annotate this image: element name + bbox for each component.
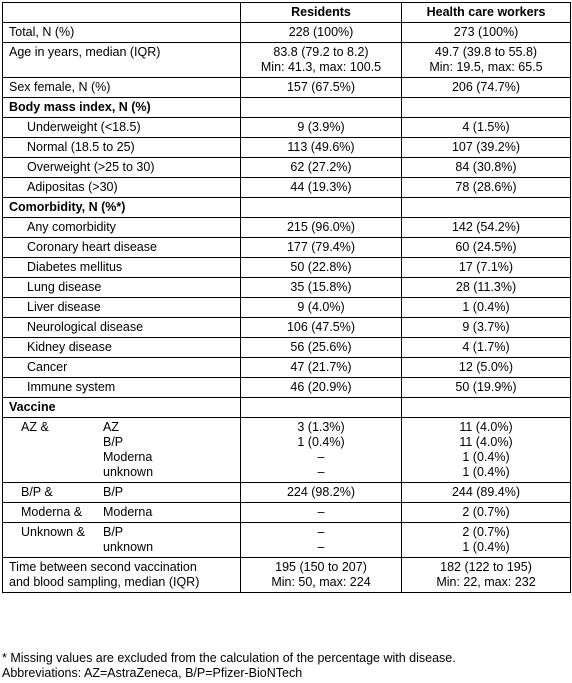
section-empty-cell — [402, 98, 571, 118]
row-label-line: and blood sampling, median (IQR) — [9, 575, 200, 589]
second-vaccine: AZ — [103, 420, 119, 434]
hcw-value — [402, 218, 571, 238]
residents-value — [241, 118, 402, 138]
hcw-value — [402, 298, 571, 318]
residents-value — [241, 178, 402, 198]
second-vaccine-list — [103, 525, 234, 555]
residents-value-line: 44 (19.3%) — [290, 180, 352, 194]
residents-value-line: 106 (47.5%) — [286, 320, 356, 334]
residents-value-line: 46 (20.9%) — [290, 380, 352, 394]
footnote-missing-values: * Missing values are excluded from the calculation of the percentage with disease. — [2, 651, 456, 665]
hcw-value — [402, 23, 571, 43]
row-label: Kidney disease — [3, 338, 241, 358]
table-row — [3, 118, 571, 138]
hcw-value-line: 2 (0.7%) — [462, 525, 510, 539]
second-vaccine: B/P — [103, 435, 124, 449]
row-label: Normal (18.5 to 25) — [3, 138, 241, 158]
residents-value — [241, 258, 402, 278]
row-label: Lung disease — [3, 278, 241, 298]
hcw-value — [402, 503, 571, 523]
hcw-value-line: 9 (3.7%) — [462, 320, 510, 334]
residents-value — [241, 483, 402, 503]
residents-value — [241, 298, 402, 318]
table-row — [3, 158, 571, 178]
residents-value-line: 56 (25.6%) — [290, 340, 352, 354]
residents-value-line: 195 (150 to 207) — [275, 560, 367, 574]
vaccine-row — [3, 503, 571, 523]
hcw-value-line: 2 (0.7%) — [462, 505, 510, 519]
residents-value — [241, 358, 402, 378]
residents-value-line: 1 (0.4%) — [297, 435, 345, 449]
hcw-value — [402, 138, 571, 158]
row-label — [3, 558, 241, 593]
residents-value-line: 157 (67.5%) — [286, 80, 356, 94]
residents-value — [241, 23, 402, 43]
residents-value-line: 50 (22.8%) — [290, 260, 352, 274]
residents-value — [241, 418, 402, 483]
residents-value — [241, 318, 402, 338]
residents-value — [241, 378, 402, 398]
table-row — [3, 378, 571, 398]
table-header-row — [3, 3, 571, 23]
vaccine-combination — [3, 523, 241, 558]
section-vaccine-row — [3, 398, 571, 418]
hcw-value-line: 49.7 (39.8 to 55.8) — [434, 45, 538, 59]
residents-value-line: Min: 41.3, max: 100.5 — [260, 60, 382, 74]
second-vaccine-list — [103, 420, 234, 480]
hcw-value — [402, 338, 571, 358]
section-bmi: Body mass index, N (%) — [3, 98, 241, 118]
row-label: Immune system — [3, 378, 241, 398]
hcw-value-line: 107 (39.2%) — [451, 140, 521, 154]
hcw-value-line: 4 (1.5%) — [462, 120, 510, 134]
residents-value — [241, 503, 402, 523]
residents-value-line: 215 (96.0%) — [286, 220, 356, 234]
hcw-value-line: 1 (0.4%) — [462, 465, 510, 479]
hcw-value-line: 28 (11.3%) — [455, 280, 517, 294]
hcw-value — [402, 418, 571, 483]
hcw-value-line: 182 (122 to 195) — [440, 560, 532, 574]
row-label-line: Time between second vaccination — [9, 560, 197, 574]
residents-value-line: 224 (98.2%) — [286, 485, 356, 499]
section-vaccine: Vaccine — [3, 398, 241, 418]
second-vaccine: Moderna — [103, 505, 153, 519]
residents-value-line: 177 (79.4%) — [286, 240, 356, 254]
vaccine-row — [3, 523, 571, 558]
second-vaccine: B/P — [103, 525, 124, 539]
residents-value-line: 9 (4.0%) — [297, 300, 345, 314]
residents-value — [241, 523, 402, 558]
first-vaccine: Unknown & — [21, 525, 85, 539]
hcw-value — [402, 558, 571, 593]
section-comorbidity-row — [3, 198, 571, 218]
hcw-value — [402, 483, 571, 503]
residents-value-line: – — [317, 525, 325, 539]
hcw-value-line: 1 (0.4%) — [462, 450, 510, 464]
vaccine-combination-grid — [21, 420, 234, 480]
hcw-value — [402, 158, 571, 178]
residents-value-line: 62 (27.2%) — [290, 160, 352, 174]
hcw-value — [402, 78, 571, 98]
table-row — [3, 298, 571, 318]
row-label: Liver disease — [3, 298, 241, 318]
second-vaccine: B/P — [103, 485, 124, 499]
residents-value-line: 9 (3.9%) — [297, 120, 345, 134]
row-label: Any comorbidity — [3, 218, 241, 238]
residents-value-line: 113 (49.6%) — [287, 140, 355, 154]
table-row — [3, 558, 571, 593]
second-vaccine: unknown — [103, 465, 154, 479]
table-row — [3, 218, 571, 238]
hcw-value — [402, 278, 571, 298]
section-bmi-row — [3, 98, 571, 118]
section-empty-cell — [402, 198, 571, 218]
hcw-value-line: Min: 19.5, max: 65.5 — [429, 60, 543, 74]
table-row — [3, 138, 571, 158]
section-comorbidity: Comorbidity, N (%*) — [3, 198, 241, 218]
second-vaccine-list — [103, 485, 234, 500]
hcw-value — [402, 523, 571, 558]
section-empty-cell — [241, 98, 402, 118]
row-label: Cancer — [3, 358, 241, 378]
table-row — [3, 338, 571, 358]
residents-value — [241, 78, 402, 98]
hcw-value-line: 273 (100%) — [453, 25, 519, 39]
vaccine-combination — [3, 418, 241, 483]
second-vaccine: Moderna — [103, 450, 153, 464]
hcw-value — [402, 118, 571, 138]
first-vaccine: AZ & — [21, 420, 49, 434]
hcw-value-line: 84 (30.8%) — [455, 160, 517, 174]
row-label: Overweight (>25 to 30) — [3, 158, 241, 178]
residents-value-line: Min: 50, max: 224 — [271, 575, 371, 589]
residents-value — [241, 278, 402, 298]
vaccine-combination — [3, 503, 241, 523]
row-label: Adipositas (>30) — [3, 178, 241, 198]
second-vaccine: unknown — [103, 540, 154, 554]
hcw-value — [402, 378, 571, 398]
hcw-value-line: Min: 22, max: 232 — [436, 575, 536, 589]
section-empty-cell — [241, 198, 402, 218]
table-row — [3, 318, 571, 338]
characteristics-table — [2, 2, 571, 593]
table-row — [3, 178, 571, 198]
vaccine-combination-grid — [21, 525, 234, 555]
header-health-care-workers: Health care workers — [402, 3, 571, 23]
hcw-value — [402, 358, 571, 378]
first-vaccine: B/P & — [21, 485, 53, 499]
header-residents: Residents — [241, 3, 402, 23]
hcw-value — [402, 238, 571, 258]
row-label: Underweight (<18.5) — [3, 118, 241, 138]
table-row — [3, 258, 571, 278]
vaccine-combination-grid — [21, 485, 234, 500]
vaccine-combination-grid — [21, 505, 234, 520]
table-row — [3, 358, 571, 378]
table-footnotes — [2, 651, 456, 681]
vaccine-row — [3, 418, 571, 483]
hcw-value-line: 1 (0.4%) — [462, 300, 510, 314]
hcw-value — [402, 258, 571, 278]
hcw-value-line: 60 (24.5%) — [455, 240, 517, 254]
hcw-value-line: 78 (28.6%) — [455, 180, 517, 194]
residents-value — [241, 158, 402, 178]
table-row — [3, 23, 571, 43]
hcw-value-line: 50 (19.9%) — [455, 380, 517, 394]
residents-value — [241, 138, 402, 158]
hcw-value-line: 11 (4.0%) — [459, 420, 513, 434]
row-label: Coronary heart disease — [3, 238, 241, 258]
hcw-value-line: 4 (1.7%) — [462, 340, 510, 354]
residents-value-line: 83.8 (79.2 to 8.2) — [273, 45, 369, 59]
row-label: Age in years, median (IQR) — [3, 43, 241, 78]
table-row — [3, 278, 571, 298]
residents-value — [241, 43, 402, 78]
hcw-value-line: 244 (89.4%) — [451, 485, 521, 499]
row-label: Sex female, N (%) — [3, 78, 241, 98]
hcw-value-line: 12 (5.0%) — [458, 360, 514, 374]
residents-value-line: – — [317, 505, 325, 519]
residents-value-line: – — [317, 450, 325, 464]
residents-value-line: 228 (100%) — [288, 25, 354, 39]
residents-value — [241, 558, 402, 593]
residents-value-line: – — [317, 540, 325, 554]
hcw-value-line: 11 (4.0%) — [459, 435, 513, 449]
hcw-value-line: 1 (0.4%) — [462, 540, 510, 554]
residents-value — [241, 338, 402, 358]
hcw-value — [402, 318, 571, 338]
row-label: Diabetes mellitus — [3, 258, 241, 278]
second-vaccine-list — [103, 505, 234, 520]
section-empty-cell — [241, 398, 402, 418]
table-row — [3, 43, 571, 78]
footnote-abbreviations: Abbreviations: AZ=AstraZeneca, B/P=Pfizer-BioNTech — [2, 666, 303, 680]
residents-value — [241, 218, 402, 238]
table-row — [3, 78, 571, 98]
hcw-value — [402, 178, 571, 198]
row-label: Total, N (%) — [3, 23, 241, 43]
residents-value-line: 3 (1.3%) — [297, 420, 345, 434]
residents-value-line: – — [317, 465, 325, 479]
table-row — [3, 238, 571, 258]
hcw-value-line: 206 (74.7%) — [451, 80, 521, 94]
residents-value — [241, 238, 402, 258]
section-empty-cell — [402, 398, 571, 418]
vaccine-row — [3, 483, 571, 503]
vaccine-combination — [3, 483, 241, 503]
residents-value-line: 35 (15.8%) — [290, 280, 352, 294]
hcw-value-line: 142 (54.2%) — [451, 220, 521, 234]
residents-value-line: 47 (21.7%) — [290, 360, 352, 374]
first-vaccine: Moderna & — [21, 505, 83, 519]
header-empty-cell — [3, 3, 241, 23]
hcw-value-line: 17 (7.1%) — [458, 260, 514, 274]
hcw-value — [402, 43, 571, 78]
row-label: Neurological disease — [3, 318, 241, 338]
